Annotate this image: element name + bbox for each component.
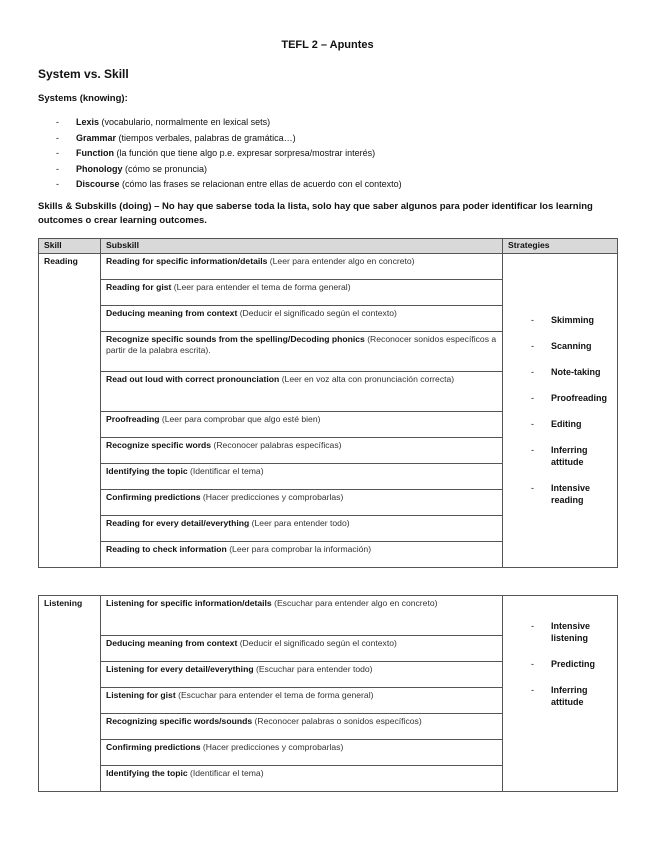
list-item: - Inferring attitude bbox=[507, 684, 613, 708]
subskill-cell: Confirming predictions (Hacer predicciones y comprobarlas) bbox=[101, 740, 503, 766]
systems-heading: Systems (knowing): bbox=[38, 93, 128, 104]
strategies-list bbox=[507, 620, 613, 708]
subskill-cell: Listening for specific information/details (Escuchar para entender algo en concreto) bbox=[101, 596, 503, 636]
header-subskill: Subskill bbox=[101, 239, 503, 254]
skill-cell: Listening bbox=[39, 596, 101, 792]
subskill-cell: Read out loud with correct pronounciation (Leer en voz alta con pronunciación correcta) bbox=[101, 371, 503, 411]
strategies-cell bbox=[503, 596, 618, 792]
subskill-cell: Recognize specific sounds from the spelling/Decoding phonics (Reconocer sonidos específicos a partir de la palabra escrita). bbox=[101, 331, 503, 371]
subskill-cell: Listening for every detail/everything (Escuchar para entender todo) bbox=[101, 662, 503, 688]
subskill-cell: Deducing meaning from context (Deducir el significado según el contexto) bbox=[101, 305, 503, 331]
skills-intro: Skills & Subskills (doing) – No hay que saberse toda la lista, solo hay que saber algunos para poder identificar los learning outcomes o crear learning outcomes. bbox=[38, 201, 593, 226]
list-item: - Phonology (cómo se pronuncia) bbox=[56, 162, 402, 178]
subskill-cell: Recognizing specific words/sounds (Reconocer palabras o sonidos específicos) bbox=[101, 714, 503, 740]
list-item: - Skimming bbox=[507, 314, 613, 326]
list-item: - Intensive reading bbox=[507, 482, 613, 506]
table-row bbox=[39, 596, 618, 636]
subskill-cell: Listening for gist (Escuchar para entender el tema de forma general) bbox=[101, 688, 503, 714]
subskill-cell: Reading for every detail/everything (Leer para entender todo) bbox=[101, 515, 503, 541]
list-item: - Intensive listening bbox=[507, 620, 613, 644]
subskill-cell: Identifying the topic (Identificar el tema) bbox=[101, 463, 503, 489]
list-item: - Scanning bbox=[507, 340, 613, 352]
subskill-cell: Proofreading (Leer para comprobar que algo esté bien) bbox=[101, 411, 503, 437]
strategies-list bbox=[507, 314, 613, 506]
reading-table bbox=[38, 238, 618, 568]
strategies-cell bbox=[503, 253, 618, 567]
subskill-cell: Confirming predictions (Hacer predicciones y comprobarlas) bbox=[101, 489, 503, 515]
list-item: - Note-taking bbox=[507, 366, 613, 378]
listening-table bbox=[38, 595, 618, 792]
section-heading: System vs. Skill bbox=[38, 67, 129, 81]
header-skill: Skill bbox=[39, 239, 101, 254]
list-item: - Discourse (cómo las frases se relacionan entre ellas de acuerdo con el contexto) bbox=[56, 177, 402, 193]
table-header-row bbox=[39, 239, 618, 254]
subskill-cell: Reading for specific information/details (Leer para entender algo en concreto) bbox=[101, 253, 503, 279]
list-item: - Grammar (tiempos verbales, palabras de gramática…) bbox=[56, 131, 402, 147]
subskill-cell: Deducing meaning from context (Deducir el significado según el contexto) bbox=[101, 636, 503, 662]
list-item: - Function (la función que tiene algo p.e. expresar sorpresa/mostrar interés) bbox=[56, 146, 402, 162]
table-row bbox=[39, 253, 618, 279]
subskill-cell: Reading for gist (Leer para entender el tema de forma general) bbox=[101, 279, 503, 305]
list-item: - Inferring attitude bbox=[507, 444, 613, 468]
subskill-cell: Recognize specific words (Reconocer palabras específicas) bbox=[101, 437, 503, 463]
list-item: - Predicting bbox=[507, 658, 613, 670]
systems-list bbox=[56, 115, 402, 193]
skill-cell: Reading bbox=[39, 253, 101, 567]
list-item: - Editing bbox=[507, 418, 613, 430]
list-item: - Lexis (vocabulario, normalmente en lexical sets) bbox=[56, 115, 402, 131]
header-strategies: Strategies bbox=[503, 239, 618, 254]
subskill-cell: Identifying the topic (Identificar el tema) bbox=[101, 766, 503, 792]
list-item: - Proofreading bbox=[507, 392, 613, 404]
subskill-cell: Reading to check information (Leer para comprobar la información) bbox=[101, 541, 503, 567]
document-title: TEFL 2 – Apuntes bbox=[281, 39, 374, 51]
